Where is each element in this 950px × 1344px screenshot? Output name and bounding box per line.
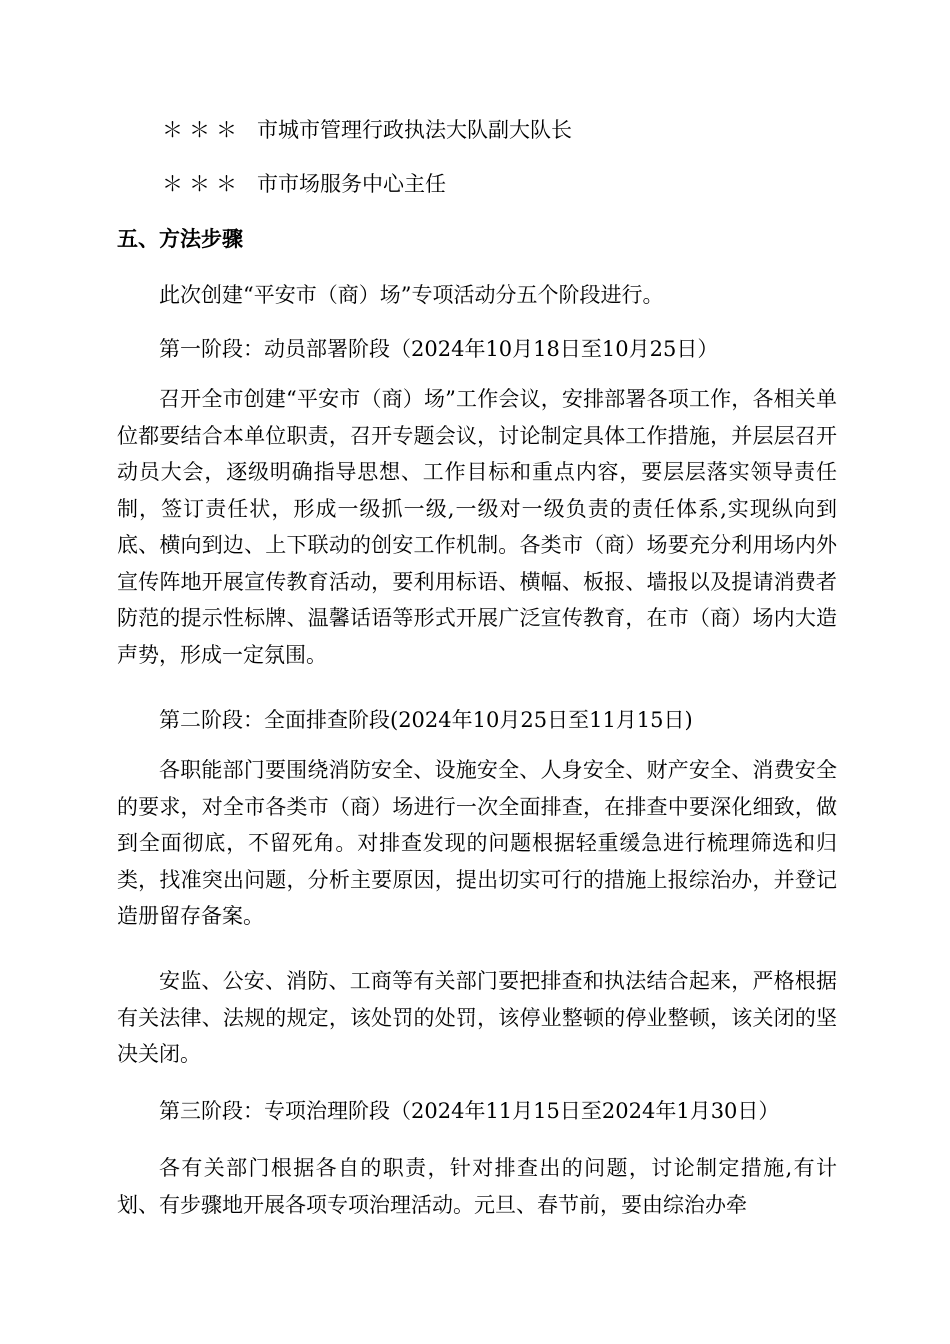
section-heading: 五、方法步骤	[117, 226, 243, 251]
stage-2-heading: 第二阶段：全面排查阶段(2024年10月25日至11月15日)	[159, 708, 693, 732]
stage-3-heading: 第三阶段：专项治理阶段（2024年11月15日至2024年1月30日）	[159, 1099, 780, 1123]
personnel-row	[162, 116, 572, 144]
person-title: 市城市管理行政执法大队副大队长	[257, 118, 572, 142]
stage-3-body: 各有关部门根据各自的职责，针对排查出的问题，讨论制定措施,有计划、有步骤地开展各项专项治理活动。元旦、春节前，要由综治办牵	[117, 1156, 837, 1217]
personnel-row	[162, 170, 446, 198]
stage-2-body-enforcement: 安监、公安、消防、工商等有关部门要把排查和执法结合起来，严格根据有关法律、法规的规定，该处罚的处罚，该停业整顿的停业整顿，该关闭的坚决关闭。	[117, 969, 837, 1066]
name-placeholder: ＊＊＊	[162, 118, 243, 142]
stage-1-heading: 第一阶段：动员部署阶段（2024年10月18日至10月25日）	[159, 337, 719, 361]
name-placeholder: ＊＊＊	[162, 172, 243, 196]
person-title: 市市场服务中心主任	[257, 172, 446, 196]
stage-1-body: 召开全市创建“平安市（商）场”工作会议，安排部署各项工作，各相关单位都要结合本单位职责，召开专题会议，讨论制定具体工作措施，并层层召开动员大会，逐级明确指导思想、工作目标和重点内容，要层层落实领导责任制，签订责任状，形成一级抓一级,一级对一级负责的责任体系,实现纵向到底、横向到边、上下联动的创安工作机制。各类市（商）场要充分利用场内外宣传阵地开展宣传教育活动，要利用标语、横幅、板报、墙报以及提请消费者防范的提示性标牌、温馨话语等形式开展广泛宣传教育，在市（商）场内大造声势，形成一定氛围。	[117, 387, 837, 667]
intro-paragraph: 此次创建“平安市（商）场”专项活动分五个阶段进行。	[159, 283, 664, 307]
stage-2-body: 各职能部门要围绕消防安全、设施安全、人身安全、财产安全、消费安全的要求，对全市各类市（商）场进行一次全面排查，在排查中要深化细致，做到全面彻底，不留死角。对排查发现的问题根据轻重缓急进行梳理筛选和归类，找准突出问题，分析主要原因，提出切实可行的措施上报综治办，并登记造册留存备案。	[117, 758, 837, 928]
